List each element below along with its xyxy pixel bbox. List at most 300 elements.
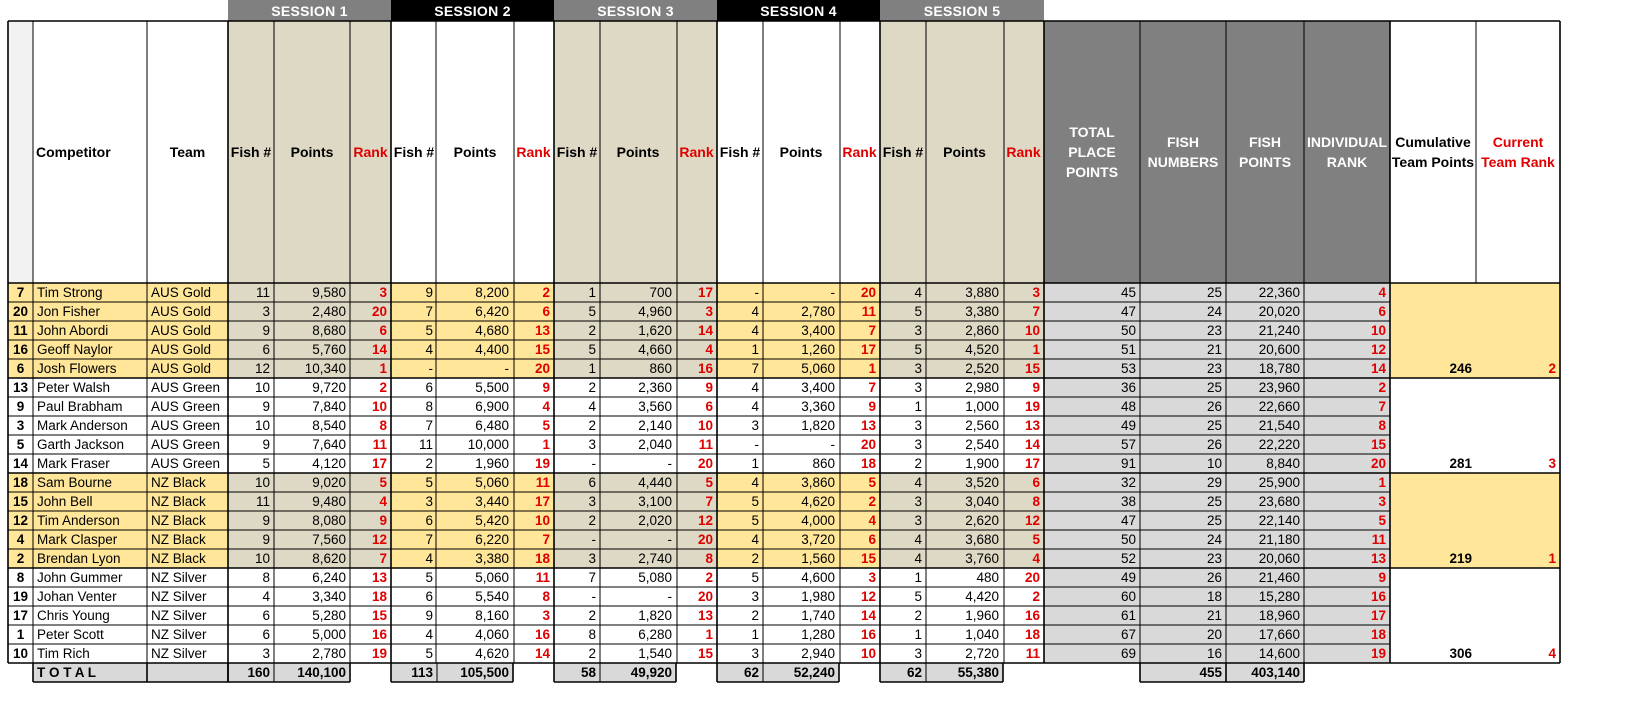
fish-count: 4: [914, 285, 922, 300]
session-points: 860: [812, 456, 835, 471]
competitor-number: 10: [12, 646, 29, 661]
competitor-number: 3: [16, 418, 25, 433]
fish-points-header: FISH POINTS: [1238, 134, 1292, 170]
cumulative-team-points: 306: [1449, 646, 1472, 661]
session-points: 860: [649, 361, 672, 376]
fish-count: 4: [588, 399, 596, 414]
competitor-name: Sam Bourne: [37, 475, 113, 490]
fish-count: 5: [588, 342, 596, 357]
session-banner-5: SESSION 5: [923, 2, 1001, 19]
session-rank: 15: [534, 342, 550, 357]
fish-count: 2: [914, 456, 922, 471]
session-rank: 16: [371, 627, 387, 642]
session-rank: 5: [379, 475, 387, 490]
fish-count: 1: [751, 456, 759, 471]
fish-count: 4: [914, 475, 922, 490]
session-points: 2,040: [638, 437, 672, 452]
session-points: 1,820: [638, 608, 672, 623]
session-points: 7,640: [312, 437, 346, 452]
fish-numbers: 25: [1206, 285, 1222, 300]
session-rank: 1: [1032, 342, 1040, 357]
session-points: 8,620: [312, 551, 346, 566]
competitor-team: AUS Green: [151, 380, 221, 395]
session-points: 2,360: [638, 380, 672, 395]
session-points: 9,480: [312, 494, 346, 509]
total-place-points: 67: [1120, 627, 1136, 642]
session-points: 3,400: [801, 323, 835, 338]
total-place-points-header: TOTAL PLACE POINTS: [1065, 124, 1119, 180]
session-points: 10,340: [304, 361, 346, 376]
fish-numbers: 25: [1206, 494, 1222, 509]
fish-count: 4: [751, 380, 759, 395]
competitor-name: Garth Jackson: [37, 437, 125, 452]
fish-count: 2: [425, 456, 433, 471]
session-rank: 6: [705, 399, 713, 414]
session-rank: 16: [860, 627, 876, 642]
session-points: 8,680: [312, 323, 346, 338]
fish-count-header: Fish #: [556, 144, 598, 160]
session-points: 5,000: [312, 627, 346, 642]
session-rank: 4: [868, 513, 876, 528]
session-points: 3,360: [801, 399, 835, 414]
fish-count-header: Fish #: [719, 144, 761, 160]
competitor-number: 2: [16, 551, 25, 566]
competitor-name: Mark Anderson: [37, 418, 128, 433]
session-rank: 2: [542, 285, 550, 300]
session-rank: 14: [371, 342, 387, 357]
cumulative-team-points: 219: [1449, 551, 1472, 566]
fish-count: 6: [262, 342, 270, 357]
competitor-team: NZ Silver: [151, 570, 207, 585]
session-points: 5,540: [475, 589, 509, 604]
session-points: 6,420: [475, 304, 509, 319]
session-rank: 7: [868, 323, 876, 338]
fish-count: -: [591, 456, 596, 471]
session-points: 2,740: [638, 551, 672, 566]
competitor-team: AUS Green: [151, 399, 221, 414]
session-points: 1,620: [638, 323, 672, 338]
competitor-name: Tim Strong: [37, 285, 103, 300]
competitor-name: Johan Venter: [37, 589, 117, 604]
session-rank: 16: [534, 627, 550, 642]
session-rank: 15: [371, 608, 387, 623]
session-points: 3,880: [965, 285, 999, 300]
competitor-number: 19: [12, 589, 29, 604]
fish-points: 20,060: [1258, 551, 1300, 566]
session-points: 1,960: [965, 608, 999, 623]
competitor-number: 4: [16, 532, 25, 547]
current-team-rank-header: Current Team Rank: [1481, 134, 1555, 170]
total-label: T O T A L: [37, 665, 96, 680]
total-place-points: 32: [1120, 475, 1136, 490]
session-points: 6,480: [475, 418, 509, 433]
fish-points: 21,460: [1258, 570, 1300, 585]
session-rank: 20: [697, 589, 713, 604]
individual-rank: 13: [1370, 551, 1386, 566]
fish-count: 2: [751, 551, 759, 566]
fish-count: 3: [588, 494, 596, 509]
total-place-points: 61: [1120, 608, 1136, 623]
session-points: 1,900: [965, 456, 999, 471]
fish-count: 6: [262, 608, 270, 623]
fish-count: 8: [262, 570, 270, 585]
fish-count-header: Fish #: [230, 144, 272, 160]
fish-count: 4: [914, 532, 922, 547]
session-points: 8,540: [312, 418, 346, 433]
session-rank: 1: [705, 627, 713, 642]
session-points: 3,560: [638, 399, 672, 414]
session-banner-2: SESSION 2: [434, 2, 511, 19]
individual-rank: 5: [1378, 513, 1386, 528]
competitor-number: 1: [16, 627, 25, 642]
competitor-number: 5: [16, 437, 25, 452]
competitor-number: 18: [12, 475, 29, 490]
competitor-name: Paul Brabham: [37, 399, 123, 414]
total-place-points: 57: [1120, 437, 1136, 452]
fish-numbers: 21: [1206, 608, 1222, 623]
fish-count: -: [591, 589, 596, 604]
session-points: -: [830, 437, 835, 452]
session-rank: 4: [542, 399, 550, 414]
competitor-name: Geoff Naylor: [37, 342, 113, 357]
fish-count: 6: [425, 380, 433, 395]
competitor-number: 17: [12, 608, 29, 623]
fish-count: 2: [914, 608, 922, 623]
session-points: 4,520: [965, 342, 999, 357]
individual-rank: 7: [1378, 399, 1386, 414]
fish-count: 3: [914, 380, 922, 395]
session-rank: 15: [860, 551, 876, 566]
session-rank: 4: [379, 494, 387, 509]
session-points: 4,000: [801, 513, 835, 528]
fish-points: 25,900: [1258, 475, 1300, 490]
fish-count: 7: [751, 361, 759, 376]
total-fish-count: 62: [743, 665, 759, 680]
session-rank: 2: [379, 380, 387, 395]
session-rank: 17: [371, 456, 387, 471]
session-rank: 13: [371, 570, 387, 585]
fish-count: 5: [425, 570, 433, 585]
fish-count: 5: [262, 456, 270, 471]
current-team-rank: 2: [1548, 361, 1556, 376]
competitor-team: AUS Green: [151, 456, 221, 471]
fish-numbers: 25: [1206, 513, 1222, 528]
total-points: 52,240: [793, 665, 835, 680]
session-rank: 16: [697, 361, 713, 376]
session-rank: 3: [1032, 285, 1040, 300]
session-points: 5,080: [638, 570, 672, 585]
fish-count: 11: [255, 285, 270, 300]
fish-points: 8,840: [1266, 456, 1300, 471]
total-fish-count: 160: [247, 665, 270, 680]
session-rank: 17: [860, 342, 876, 357]
session-rank: 2: [868, 494, 876, 509]
total-points: 105,500: [460, 665, 509, 680]
session-rank: 3: [379, 285, 387, 300]
total-fish-count: 113: [411, 665, 433, 680]
individual-rank: 8: [1378, 418, 1386, 433]
session-rank: 15: [697, 646, 713, 661]
session-rank: 17: [534, 494, 550, 509]
competitor-team: NZ Silver: [151, 608, 207, 623]
fish-count: 4: [751, 323, 759, 338]
session-points: 3,440: [475, 494, 509, 509]
individual-rank: 3: [1378, 494, 1386, 509]
competitor-team: NZ Black: [151, 551, 206, 566]
competitor-team: NZ Silver: [151, 589, 207, 604]
fish-count: 3: [751, 418, 759, 433]
competitor-number: 7: [16, 285, 25, 300]
fish-count: 3: [262, 304, 270, 319]
competitor-name: Mark Fraser: [37, 456, 110, 471]
session-rank: 4: [705, 342, 713, 357]
fish-count: 9: [425, 608, 433, 623]
session-points: 1,560: [801, 551, 835, 566]
session-points: 4,960: [638, 304, 672, 319]
fish-numbers: 25: [1206, 418, 1222, 433]
fish-points: 23,680: [1258, 494, 1300, 509]
session-rank: 12: [860, 589, 876, 604]
session-points: -: [667, 532, 672, 547]
fish-count: 3: [262, 646, 270, 661]
session-points: 9,580: [312, 285, 346, 300]
competitor-team: NZ Black: [151, 494, 206, 509]
session-points: -: [504, 361, 509, 376]
session-rank: 9: [1032, 380, 1040, 395]
fish-count: 10: [254, 418, 270, 433]
competitor-number: 14: [12, 456, 29, 471]
fish-numbers: 24: [1206, 532, 1222, 547]
fish-points: 21,240: [1258, 323, 1300, 338]
competitor-number: 20: [12, 304, 29, 319]
cumulative-team-points: 246: [1449, 361, 1472, 376]
session-rank: 5: [705, 475, 713, 490]
session-points: 2,720: [965, 646, 999, 661]
fish-count: 9: [262, 437, 270, 452]
competitor-team: AUS Gold: [151, 361, 212, 376]
fish-count: 3: [914, 418, 922, 433]
session-points: 1,000: [965, 399, 999, 414]
fish-count: 5: [751, 570, 759, 585]
fish-count: 5: [914, 589, 922, 604]
total-fish-numbers: 455: [1199, 665, 1222, 680]
total-place-points: 52: [1120, 551, 1136, 566]
competitor-number: 13: [12, 380, 29, 395]
session-points: 2,980: [965, 380, 999, 395]
fish-count: 7: [425, 304, 433, 319]
session-rank: 14: [860, 608, 876, 623]
session-rank: 7: [542, 532, 550, 547]
competitor-team: AUS Gold: [151, 323, 212, 338]
session-points: 3,760: [965, 551, 999, 566]
session-points: 3,040: [965, 494, 999, 509]
competitor-team: AUS Green: [151, 437, 221, 452]
individual-rank: 10: [1370, 323, 1386, 338]
total-place-points: 47: [1120, 513, 1136, 528]
session-points: 1,740: [801, 608, 835, 623]
session-rank: 13: [1024, 418, 1040, 433]
fish-points: 21,180: [1258, 532, 1300, 547]
fish-count: 7: [425, 418, 433, 433]
fish-count: 2: [588, 646, 596, 661]
fish-count: 5: [914, 304, 922, 319]
session-rank: 7: [868, 380, 876, 395]
session-points: 3,680: [965, 532, 999, 547]
individual-rank: 14: [1370, 361, 1386, 376]
competitor-number: 8: [16, 570, 25, 585]
fish-count: 3: [751, 589, 759, 604]
team-header: Team: [169, 144, 206, 160]
fish-count: 3: [914, 513, 922, 528]
individual-rank: 17: [1370, 608, 1386, 623]
fish-numbers: 10: [1206, 456, 1222, 471]
rank-header: Rank: [516, 144, 551, 160]
session-points: 2,780: [312, 646, 346, 661]
session-rank: 10: [697, 418, 713, 433]
individual-rank: 12: [1370, 342, 1386, 357]
session-rank: 6: [379, 323, 387, 338]
fish-count: 1: [588, 361, 596, 376]
fish-count: 3: [588, 551, 596, 566]
session-rank: 18: [860, 456, 876, 471]
individual-rank: 16: [1370, 589, 1386, 604]
fish-count: 9: [262, 323, 270, 338]
individual-rank: 20: [1370, 456, 1386, 471]
fish-count-header: Fish #: [393, 144, 435, 160]
session-rank: 10: [371, 399, 387, 414]
fish-count: 8: [425, 399, 433, 414]
fish-count: 3: [914, 494, 922, 509]
total-place-points: 36: [1120, 380, 1136, 395]
session-points: 1,280: [801, 627, 835, 642]
competitor-name: John Gummer: [37, 570, 123, 585]
fish-count: 5: [751, 494, 759, 509]
session-points: 2,620: [965, 513, 999, 528]
session-points: 3,520: [965, 475, 999, 490]
total-place-points: 38: [1120, 494, 1136, 509]
session-banner-3: SESSION 3: [597, 2, 674, 19]
fish-count: 3: [751, 646, 759, 661]
fish-count: 9: [262, 513, 270, 528]
fish-count: 1: [751, 627, 759, 642]
session-points: 2,860: [965, 323, 999, 338]
session-points: 5,760: [312, 342, 346, 357]
competitor-team: AUS Gold: [151, 285, 212, 300]
session-points: 480: [976, 570, 999, 585]
fish-count: 5: [425, 323, 433, 338]
session-points: 4,440: [638, 475, 672, 490]
session-points: 4,060: [475, 627, 509, 642]
cumulative-team-points: 281: [1449, 456, 1472, 471]
session-rank: 11: [861, 304, 876, 319]
session-rank: 4: [1032, 551, 1040, 566]
session-points: 4,620: [475, 646, 509, 661]
session-rank: 19: [534, 456, 550, 471]
fish-count: 1: [914, 627, 922, 642]
competitor-number: 16: [12, 342, 29, 357]
fish-points: 14,600: [1258, 646, 1300, 661]
competitor-header: Competitor: [36, 144, 111, 160]
session-points: 2,140: [638, 418, 672, 433]
fish-count: 6: [262, 627, 270, 642]
competitor-team: NZ Silver: [151, 627, 207, 642]
session-rank: 8: [1032, 494, 1040, 509]
session-points: 3,100: [638, 494, 672, 509]
fish-count: 6: [588, 475, 596, 490]
fish-count: 11: [418, 437, 433, 452]
competitor-number: 12: [12, 513, 29, 528]
competitor-number: 11: [13, 323, 28, 338]
competitor-name: Jon Fisher: [37, 304, 101, 319]
session-rank: 11: [1025, 646, 1040, 661]
fish-count: 5: [914, 342, 922, 357]
points-header: Points: [616, 144, 660, 160]
session-points: -: [830, 285, 835, 300]
session-rank: 18: [371, 589, 387, 604]
session-rank: 16: [1024, 608, 1040, 623]
total-place-points: 48: [1120, 399, 1136, 414]
fish-count: 10: [254, 475, 270, 490]
session-rank: 11: [372, 437, 387, 452]
fish-count: 4: [751, 475, 759, 490]
individual-rank-header: INDIVIDUAL RANK: [1306, 134, 1388, 170]
session-rank: 1: [868, 361, 876, 376]
session-rank: 18: [534, 551, 550, 566]
session-points: 3,400: [801, 380, 835, 395]
competitor-number: 9: [16, 399, 25, 414]
session-banner-1: SESSION 1: [271, 2, 348, 19]
fish-count: 3: [914, 437, 922, 452]
fish-numbers: 21: [1206, 342, 1222, 357]
fish-numbers: 23: [1206, 323, 1222, 338]
session-points: 700: [649, 285, 672, 300]
competitor-name: Mark Clasper: [37, 532, 118, 547]
session-points: 5,420: [475, 513, 509, 528]
total-place-points: 50: [1120, 323, 1136, 338]
individual-rank: 9: [1378, 570, 1386, 585]
individual-rank: 6: [1378, 304, 1386, 319]
session-rank: 20: [1024, 570, 1040, 585]
session-points: 8,160: [475, 608, 509, 623]
session-rank: 9: [705, 380, 713, 395]
session-points: 8,080: [312, 513, 346, 528]
session-rank: 18: [1024, 627, 1040, 642]
fish-count: 3: [588, 437, 596, 452]
session-points: 3,860: [801, 475, 835, 490]
fish-count: 6: [425, 513, 433, 528]
session-rank: 3: [705, 304, 713, 319]
total-place-points: 50: [1120, 532, 1136, 547]
fish-count: 3: [914, 361, 922, 376]
session-rank: 2: [705, 570, 713, 585]
session-points: 3,720: [801, 532, 835, 547]
fish-count: 4: [751, 399, 759, 414]
session-points: 6,280: [638, 627, 672, 642]
total-place-points: 69: [1120, 646, 1136, 661]
total-points: 49,920: [630, 665, 672, 680]
session-rank: 6: [542, 304, 550, 319]
session-rank: 11: [698, 437, 713, 452]
fish-points: 23,960: [1258, 380, 1300, 395]
fish-count: 2: [751, 608, 759, 623]
session-rank: 12: [371, 532, 387, 547]
fish-count: 1: [914, 570, 922, 585]
session-rank: 8: [379, 418, 387, 433]
session-points: 5,280: [312, 608, 346, 623]
cumulative-team-points-header: Cumulative Team Points: [1391, 134, 1475, 170]
competitor-name: John Abordi: [37, 323, 109, 338]
session-rank: 19: [371, 646, 387, 661]
